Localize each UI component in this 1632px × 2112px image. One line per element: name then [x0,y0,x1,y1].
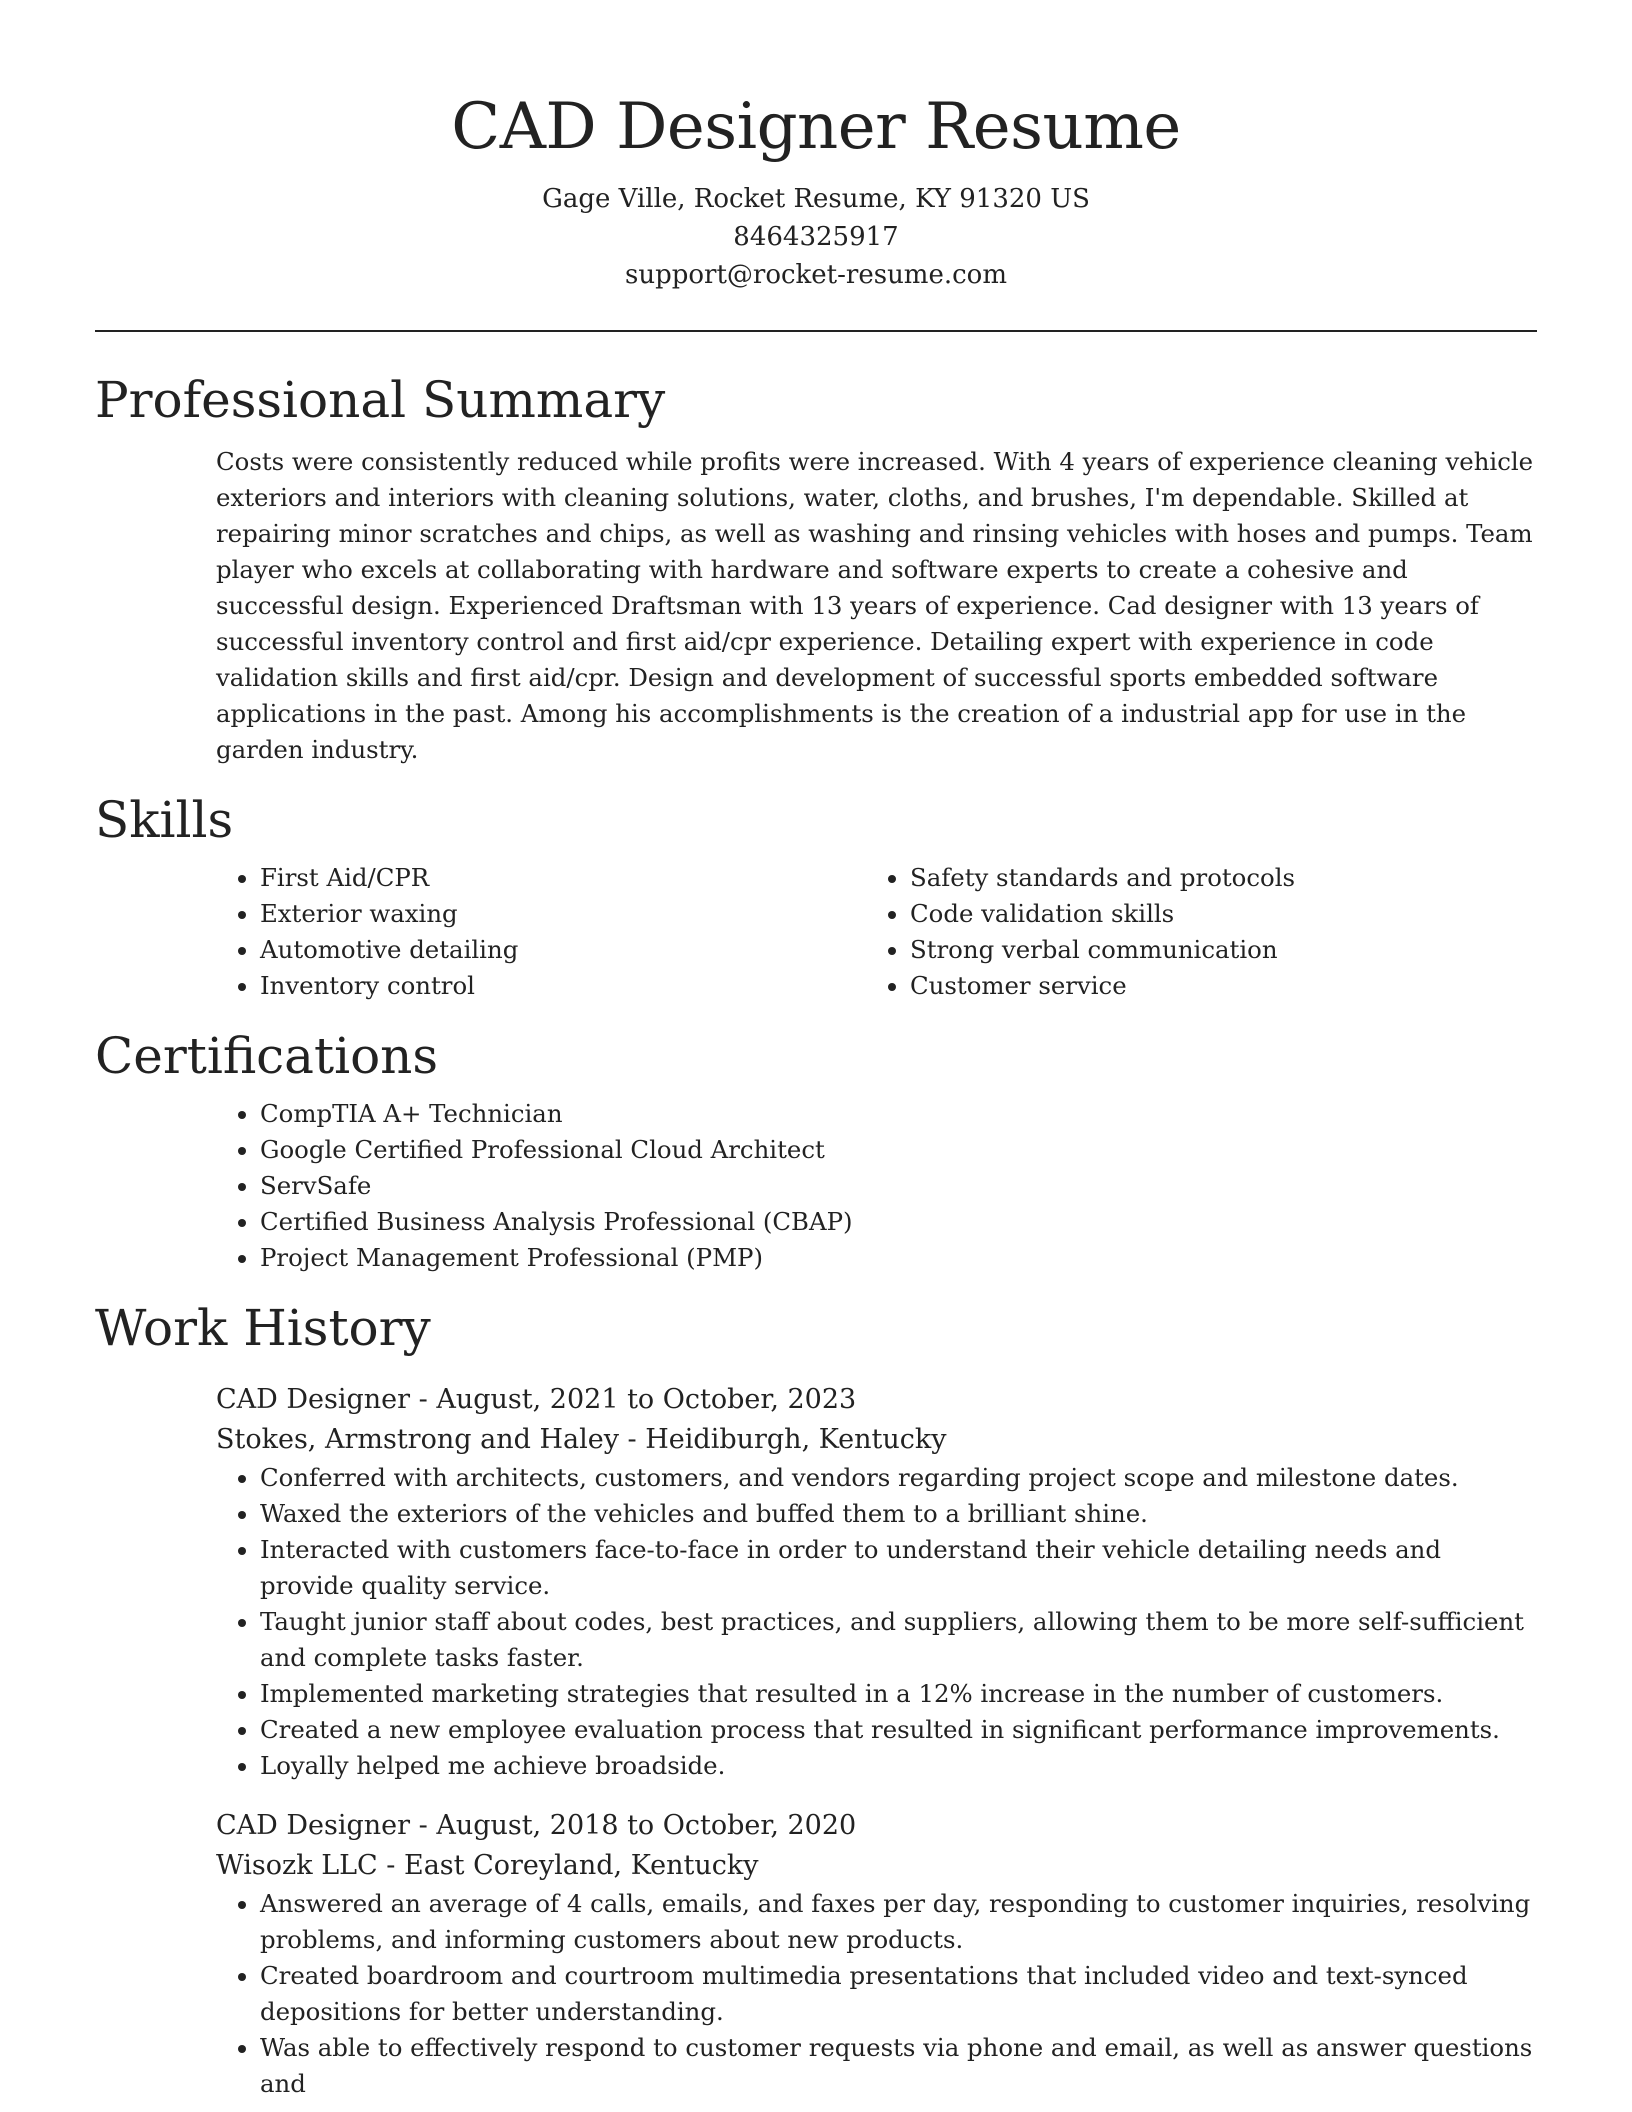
job-bullet-list [216,1886,1537,2102]
job-title-line: CAD Designer - August, 2021 to October, 2023 [216,1384,857,1415]
summary-section [95,370,1537,768]
job-company-line: Wisozk LLC - East Coreyland, Kentucky [216,1850,759,1881]
summary-heading: Professional Summary [95,371,666,429]
work-history-heading: Work History [95,1299,431,1357]
skill-item: • Code validation skills [910,896,1516,932]
job-bullet: • Implemented marketing strategies that resulted in a 12% increase in the number of customers. [260,1676,1537,1712]
work-history-section [95,1298,1537,2102]
skill-item: • Strong verbal communication [910,932,1516,968]
certifications-section [95,1026,1537,1276]
summary-text: Costs were consistently reduced while profits were increased. With 4 years of experience cleaning vehicle exteriors and interiors with cleaning solutions, water, cloths, and brushes, I'm dependable. Skilled at repairing minor scratches and chips, as well as washing and rinsing vehicles with hoses and pumps. Team player who excels at collaborating with hardware and software experts to create a cohesive and successful design. Experienced Draftsman with 13 years of experience. Cad designer with 13 years of successful inventory control and first aid/cpr experience. Detailing expert with experience in code validation skills and first aid/cpr. Design and development of successful sports embedded software applications in the past. Among his accomplishments is the creation of a industrial app for use in the garden industry. [216,447,1534,764]
skill-item: • First Aid/CPR [260,860,866,896]
job-title-line: CAD Designer - August, 2018 to October, 2020 [216,1810,857,1841]
job-bullet: • Was able to effectively respond to customer requests via phone and email, as well as answer questions and [260,2030,1537,2102]
skill-item: • Inventory control [260,968,866,1004]
certification-item: • Google Certified Professional Cloud Architect [260,1132,1537,1168]
skills-list-right [866,860,1516,1004]
certifications-heading: Certifications [95,1027,439,1085]
job-company-line: Stokes, Armstrong and Haley - Heidiburgh, Kentucky [216,1424,947,1455]
skill-item: • Exterior waxing [260,896,866,932]
resume-title: CAD Designer Resume [451,90,1181,164]
certification-item: • CompTIA A+ Technician [260,1096,1537,1132]
contact-email: support@rocket-resume.com [624,260,1007,290]
certifications-list [216,1096,1537,1276]
contact-block [95,180,1537,294]
certification-item: • ServSafe [260,1168,1537,1204]
job-bullet-list [216,1460,1537,1784]
job-entry [95,1380,1537,1784]
resume-page [95,0,1537,2102]
job-bullet: • Waxed the exteriors of the vehicles and buffed them to a brilliant shine. [260,1496,1537,1532]
skill-item: • Automotive detailing [260,932,866,968]
contact-address: Gage Ville, Rocket Resume, KY 91320 US [542,184,1090,214]
contact-phone: 8464325917 [733,222,899,252]
job-bullet: • Answered an average of 4 calls, emails, and faxes per day, responding to customer inquiries, resolving problems, and informing customers about new products. [260,1886,1537,1958]
job-entry [95,1806,1537,2102]
skills-column-right [866,860,1516,1004]
certification-item: • Certified Business Analysis Professional (CBAP) [260,1204,1537,1240]
skills-list-left [216,860,866,1004]
job-bullet: • Loyally helped me achieve broadside. [260,1748,1537,1784]
job-bullet: • Interacted with customers face-to-face in order to understand their vehicle detailing needs and provide quality service. [260,1532,1537,1604]
job-bullet: • Created boardroom and courtroom multimedia presentations that included video and text-synced depositions for better understanding. [260,1958,1537,2030]
job-bullet: • Taught junior staff about codes, best practices, and suppliers, allowing them to be more self-sufficient and complete tasks faster. [260,1604,1537,1676]
skills-heading: Skills [95,791,234,849]
resume-header [95,0,1537,294]
header-divider [95,330,1537,332]
skills-grid [95,860,1537,1004]
certifications-body [95,1096,1537,1276]
skills-column-left [216,860,866,1004]
job-bullet: • Created a new employee evaluation process that resulted in significant performance improvements. [260,1712,1537,1748]
certification-item: • Project Management Professional (PMP) [260,1240,1537,1276]
job-bullet: • Conferred with architects, customers, and vendors regarding project scope and milestone dates. [260,1460,1537,1496]
skill-item: • Customer service [910,968,1516,1004]
skills-section [95,790,1537,1004]
skill-item: • Safety standards and protocols [910,860,1516,896]
